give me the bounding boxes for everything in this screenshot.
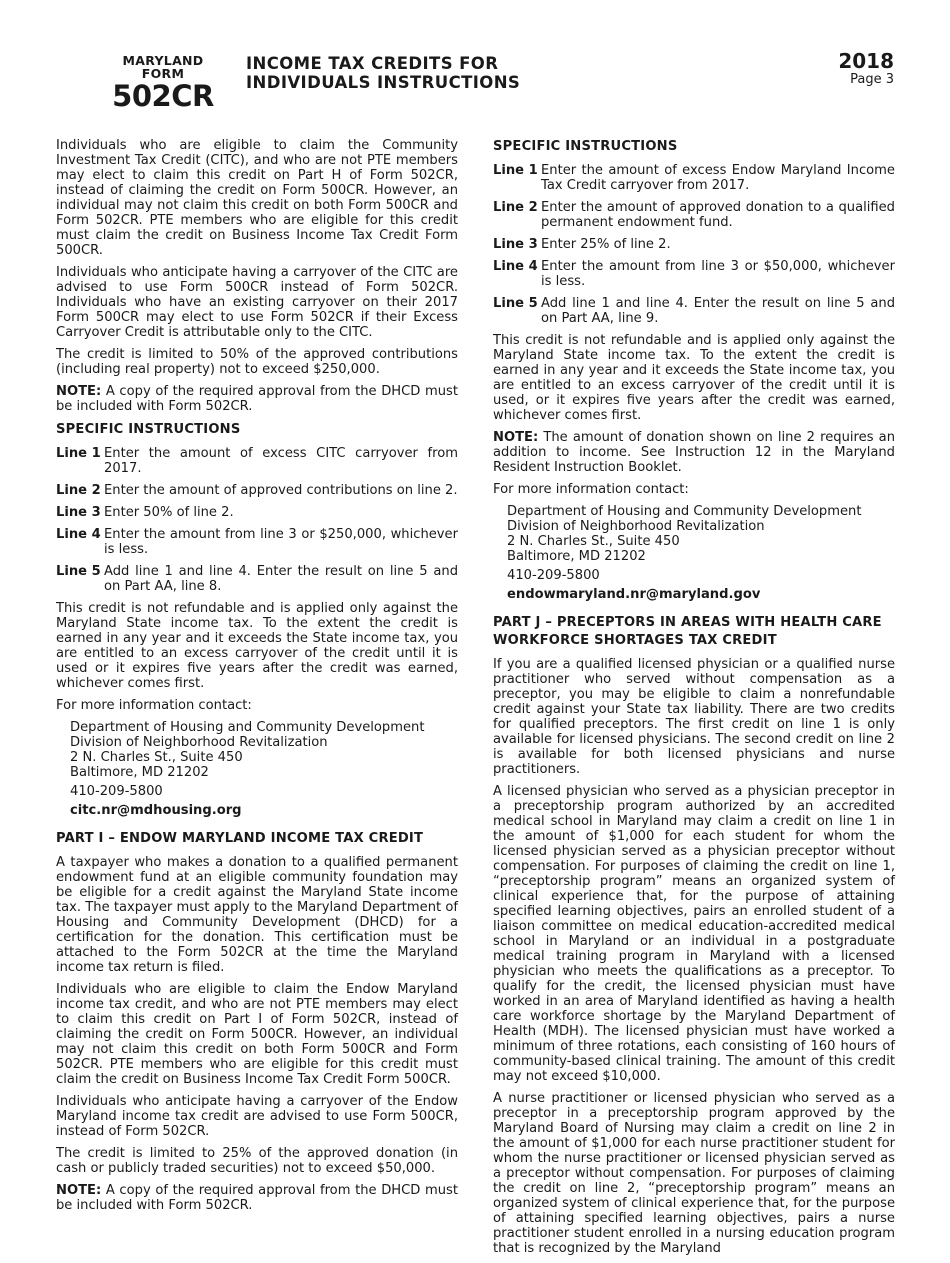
- line-label: Line 2: [56, 483, 101, 498]
- paragraph: A taxpayer who makes a donation to a qualified permanent endowment fund at an eligible community foundation may be eligible for a credit against the Maryland State income tax. The taxpayer must apply to the Maryland Department of Housing and Community Development (DHCD) for a certification for the donation. This certification must be attached to the Form 502CR at the time the Maryland income tax return is filed.: [56, 855, 458, 975]
- line-text: Enter the amount of approved contributions on line 2.: [104, 483, 458, 498]
- right-column: [493, 138, 895, 1263]
- paragraph: Individuals who are eligible to claim the Community Investment Tax Credit (CITC), and who are not PTE members may elect to claim this credit on Part H of Form 502CR, instead of claiming the credit on Form 500CR. However, an individual may not claim this credit on both Form 500CR and Form 502CR. PTE members who are eligible for this credit must claim the credit on Business Income Tax Credit Form 500CR.: [56, 138, 458, 258]
- contact-division: Division of Neighborhood Revitalization: [70, 735, 328, 750]
- line-instruction: [493, 259, 895, 289]
- part-j-heading-line-1: PART J – PRECEPTORS IN AREAS WITH HEALTH CARE: [493, 615, 882, 630]
- form-label: FORM: [141, 66, 185, 81]
- contact-intro: For more information contact:: [493, 482, 689, 497]
- line-instruction: [56, 483, 458, 498]
- page-number: Page 3: [850, 72, 894, 87]
- line-label: Line 3: [493, 237, 538, 252]
- section-heading: SPECIFIC INSTRUCTIONS: [493, 139, 678, 154]
- paragraph: Individuals who anticipate having a carryover of the CITC are advised to use Form 500CR instead of Form 502CR. Individuals who have an existing carryover on their 2017 Form 500CR may elect to use Form 502CR if their Excess Carryover Credit is attributable only to the CITC.: [56, 265, 458, 340]
- form-identifier: [110, 54, 216, 112]
- part-i-heading: PART I – ENDOW MARYLAND INCOME TAX CREDIT: [56, 831, 424, 846]
- contact-department: Department of Housing and Community Development: [507, 504, 862, 519]
- line-instruction: [493, 296, 895, 326]
- line-label: Line 5: [493, 296, 538, 311]
- paragraph: Individuals who are eligible to claim the Endow Maryland income tax credit, and who are not PTE members may elect to claim this credit on Part I of Form 502CR, instead of claiming the credit on Form 500CR. However, an individual may not claim this credit on both Form 500CR and Form 502CR. PTE members who are eligible for this credit must claim the credit on Business Income Tax Credit Form 500CR.: [56, 982, 458, 1087]
- line-text: Enter the amount of approved donation to a qualified permanent endowment fund.: [541, 200, 895, 230]
- line-label: Line 1: [56, 446, 101, 461]
- note: [56, 1183, 458, 1213]
- line-instruction: [56, 564, 458, 594]
- contact-block: [70, 720, 458, 818]
- paragraph: A licensed physician who served as a physician preceptor in a preceptorship program authorized by an accredited medical school in Maryland may claim a credit on line 1 in the amount of $1,000 for each student for whom the licensed physician served as a physician preceptor without compensation. For purposes of claiming the credit on line 1, “preceptorship program” means an organized system of clinical experience that, for the purpose of attaining specified learning objectives, pairs an enrolled student of a liaison committee on medical education-accredited medical school in Maryland or an individual in a postgraduate medical training program in Maryland with a licensed physician who meets the qualifications as a preceptor. To qualify for the credit, the licensed physician must have worked in an area of Maryland identified as having a health care workforce shortage by the Maryland Department of Health (MDH). The licensed physician must have worked a minimum of three rotations, each consisting of 160 hours of community-based clinical training. The amount of this credit may not exceed $10,000.: [493, 784, 895, 1084]
- note-label: NOTE:: [493, 430, 539, 445]
- line-instruction: [56, 446, 458, 476]
- line-label: Line 1: [493, 163, 538, 178]
- contact-email[interactable]: endowmaryland.nr@maryland.gov: [507, 587, 761, 602]
- contact-phone: 410-209-5800: [70, 784, 163, 799]
- line-text: Enter the amount from line 3 or $50,000, whichever is less.: [541, 259, 895, 289]
- line-label: Line 3: [56, 505, 101, 520]
- paragraph: The credit is limited to 50% of the approved contributions (including real property) not to exceed $250,000.: [56, 347, 458, 377]
- line-text: Add line 1 and line 4. Enter the result on line 5 and on Part AA, line 9.: [541, 296, 895, 326]
- contact-street: 2 N. Charles St., Suite 450: [70, 750, 243, 765]
- line-label: Line 4: [493, 259, 538, 274]
- line-text: Enter 25% of line 2.: [541, 237, 671, 252]
- paragraph: The credit is limited to 25% of the approved donation (in cash or publicly traded securities) not to exceed $50,000.: [56, 1146, 458, 1176]
- page-header: [0, 0, 950, 130]
- line-text: Enter the amount of excess CITC carryover from 2017.: [104, 446, 458, 476]
- paragraph: A nurse practitioner or licensed physician who served as a preceptor in a preceptorship program approved by the Maryland Board of Nursing may claim a credit on line 2 in the amount of $1,000 for each nurse practitioner student for whom the nurse practitioner or licensed physician served as a preceptor without compensation. For purposes of claiming the credit on line 2, “preceptorship program” means an organized system of clinical experience that, for the purpose of attaining specified learning objectives, pairs a nurse practitioner student enrolled in a nursing education program that is recognized by the Maryland: [493, 1091, 895, 1256]
- note: [493, 430, 895, 475]
- section-heading: SPECIFIC INSTRUCTIONS: [56, 422, 241, 437]
- note: [56, 384, 458, 414]
- contact-email[interactable]: citc.nr@mdhousing.org: [70, 803, 242, 818]
- contact-street: 2 N. Charles St., Suite 450: [507, 534, 680, 549]
- line-instruction: [493, 163, 895, 193]
- line-instruction: [56, 505, 458, 520]
- note-label: NOTE:: [56, 1183, 102, 1198]
- contact-city: Baltimore, MD 21202: [70, 765, 209, 780]
- paragraph: Individuals who anticipate having a carryover of the Endow Maryland income tax credit are advised to use Form 500CR, instead of Form 502CR.: [56, 1094, 458, 1139]
- line-text: Enter the amount of excess Endow Maryland Income Tax Credit carryover from 2017.: [541, 163, 895, 193]
- part-j-heading-line-2: WORKFORCE SHORTAGES TAX CREDIT: [493, 633, 777, 648]
- paragraph: This credit is not refundable and is applied only against the Maryland State income tax. To the extent the credit is earned in any year and it exceeds the State income tax, you are entitled to an excess carryover of the credit until it is used, or it expires five years after the credit was earned, whichever comes first.: [493, 333, 895, 423]
- contact-city: Baltimore, MD 21202: [507, 549, 646, 564]
- left-column: [56, 138, 458, 1220]
- contact-intro: For more information contact:: [56, 698, 252, 713]
- title-line-2: INDIVIDUALS INSTRUCTIONS: [246, 73, 521, 92]
- note-text: A copy of the required approval from the DHCD must be included with Form 502CR.: [56, 1183, 458, 1213]
- line-label: Line 5: [56, 564, 101, 579]
- paragraph: If you are a qualified licensed physician or a qualified nurse practitioner who served without compensation as a preceptor, you may be eligible to claim a nonrefundable credit against your State tax liability. There are two credits for qualified preceptors. The first credit on line 1 is only available for licensed physicians. The second credit on line 2 is available for both licensed physicians and nurse practitioners.: [493, 657, 895, 777]
- note-label: NOTE:: [56, 384, 102, 399]
- state-label: MARYLAND: [122, 53, 204, 68]
- line-instruction: [493, 237, 895, 252]
- line-text: Enter the amount from line 3 or $250,000, whichever is less.: [104, 527, 458, 557]
- note-text: A copy of the required approval from the DHCD must be included with Form 502CR.: [56, 384, 458, 414]
- form-number: 502CR: [112, 79, 214, 113]
- line-label: Line 4: [56, 527, 101, 542]
- contact-division: Division of Neighborhood Revitalization: [507, 519, 765, 534]
- line-label: Line 2: [493, 200, 538, 215]
- year-block: [838, 50, 894, 87]
- note-text: The amount of donation shown on line 2 requires an addition to income. See Instruction 12 in the Maryland Resident Instruction Booklet.: [493, 430, 895, 475]
- contact-block: [507, 504, 895, 602]
- paragraph: This credit is not refundable and is applied only against the Maryland State income tax. To the extent the credit is earned in any year and it exceeds the State income tax, you are entitled to an excess carryover of the credit until it is used or it expires five years after the credit was earned, whichever comes first.: [56, 601, 458, 691]
- line-text: Enter 50% of line 2.: [104, 505, 234, 520]
- page-title: [246, 54, 520, 92]
- contact-department: Department of Housing and Community Development: [70, 720, 425, 735]
- title-line-1: INCOME TAX CREDITS FOR: [246, 54, 499, 73]
- line-text: Add line 1 and line 4. Enter the result on line 5 and on Part AA, line 8.: [104, 564, 458, 594]
- tax-year: 2018: [838, 49, 894, 73]
- line-instruction: [56, 527, 458, 557]
- line-instruction: [493, 200, 895, 230]
- contact-phone: 410-209-5800: [507, 568, 600, 583]
